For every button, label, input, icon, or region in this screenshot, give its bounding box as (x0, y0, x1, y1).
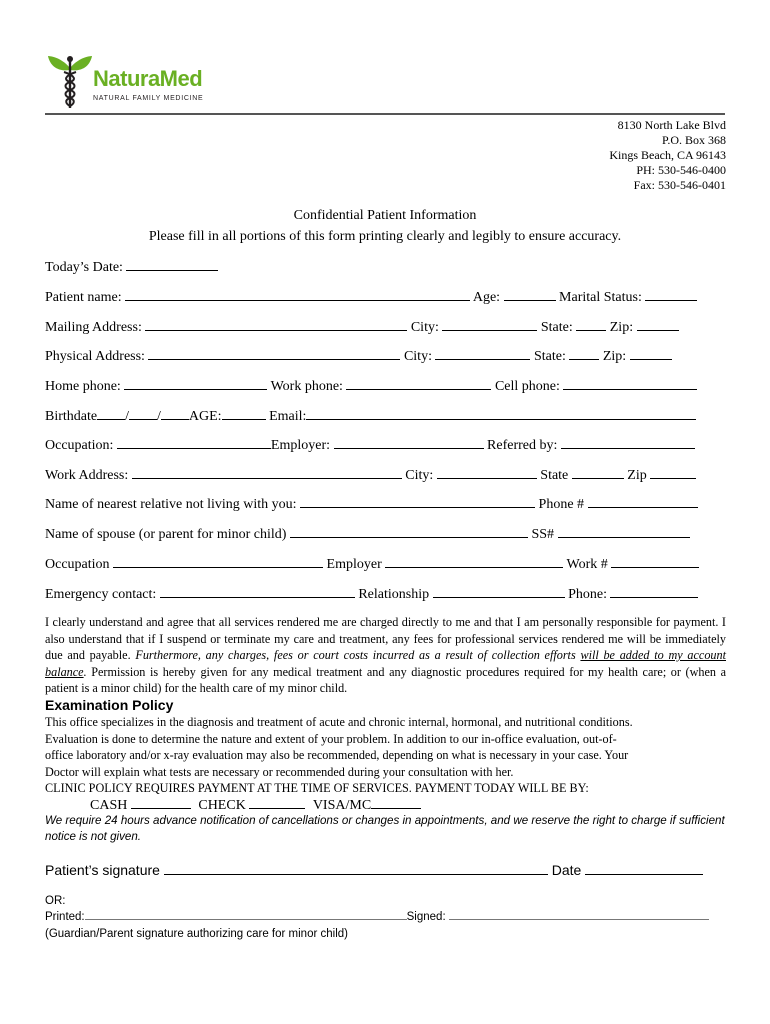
email-field[interactable] (306, 407, 696, 420)
row-physical-address (45, 347, 725, 365)
label-age-caps: AGE: (188, 409, 222, 424)
work-zip-field[interactable] (650, 466, 696, 479)
logo-name: NaturaMed (93, 66, 203, 91)
label-zip-nocolon: Zip (627, 468, 647, 483)
referred-by-field[interactable] (561, 436, 695, 449)
caduceus-leaf-icon (46, 50, 94, 110)
mailing-address-field[interactable] (145, 318, 407, 331)
label-signed: Signed: (406, 911, 446, 923)
label-ss: SS# (531, 527, 555, 542)
row-todays-date (45, 258, 725, 276)
row-occupation2 (45, 555, 725, 573)
header-divider (45, 113, 725, 115)
label-work-address: Work Address: (45, 468, 129, 483)
label-city: City: (403, 349, 432, 364)
patient-name-field[interactable] (125, 288, 470, 301)
label-relationship: Relationship (358, 587, 430, 602)
label-phone-hash: Phone # (538, 497, 585, 512)
row-mailing-address (45, 318, 725, 336)
date-slash: / (125, 409, 129, 424)
payment-check-field[interactable] (249, 796, 305, 809)
label-patient-signature: Patient’s signature (45, 862, 160, 878)
label-city: City: (405, 468, 434, 483)
row-emergency-contact (45, 585, 725, 603)
row-work-address (45, 466, 725, 484)
label-signature-date: Date (551, 862, 582, 878)
label-work-hash: Work # (566, 557, 608, 572)
todays-date-field[interactable] (126, 258, 218, 271)
label-state: State: (540, 320, 573, 335)
label-age: Age: (472, 290, 501, 305)
logo-wordmark (93, 67, 202, 91)
form-title: Confidential Patient Information (293, 208, 477, 223)
signature-date-field[interactable] (585, 862, 703, 875)
exam-line: Doctor will explain what tests are necessary or recommended during your consultation with her. (45, 764, 514, 779)
address-pobox: P.O. Box 368 (661, 133, 726, 147)
work-state-field[interactable] (572, 466, 624, 479)
signed-field[interactable] (449, 909, 709, 920)
work-address-field[interactable] (132, 466, 402, 479)
row-nearest-relative (45, 495, 725, 513)
label-email: Email: (269, 409, 307, 424)
work-city-field[interactable] (437, 466, 537, 479)
label-phone: Phone: (568, 587, 607, 602)
marital-status-field[interactable] (645, 288, 697, 301)
logo-tagline: NATURAL FAMILY MEDICINE (93, 95, 204, 102)
employer2-field[interactable] (385, 555, 563, 568)
address-fax: Fax: 530-546-0401 (633, 178, 726, 192)
or-label: OR: (45, 895, 66, 907)
label-emergency-contact: Emergency contact: (45, 587, 157, 602)
printed-signed-row (45, 909, 709, 925)
naturamed-logo (46, 50, 204, 112)
address-street: 8130 North Lake Blvd (617, 118, 726, 132)
signature-row (45, 861, 703, 879)
label-birthdate: Birthdate (45, 409, 98, 424)
label-employer2: Employer (326, 557, 382, 572)
cancellation-notice: We require 24 hours advance notification of cancellations or changes in appointments, and we reserve the right to charge if sufficient notice is not given. (45, 814, 725, 843)
physical-city-field[interactable] (435, 347, 530, 360)
work-number-field[interactable] (611, 555, 699, 568)
payment-options (90, 796, 421, 814)
agreement-paragraph (45, 614, 726, 697)
label-printed: Printed: (45, 911, 85, 923)
age-field[interactable] (504, 288, 556, 301)
exam-heading: Examination Policy (45, 697, 174, 713)
label-referred-by: Referred by: (487, 438, 558, 453)
clinic-policy: CLINIC POLICY REQUIRES PAYMENT AT THE TIME OF SERVICES. PAYMENT TODAY WILL BE BY: (45, 781, 589, 796)
age-caps-field[interactable] (222, 407, 266, 420)
agreement-italic-2: . (83, 664, 87, 679)
label-cell-phone: Cell phone: (494, 379, 560, 394)
payment-visa-label: VISA/MC (312, 798, 372, 813)
occupation-field[interactable] (117, 436, 271, 449)
mailing-city-field[interactable] (442, 318, 537, 331)
label-marital-status: Marital Status: (559, 290, 642, 305)
occupation2-field[interactable] (113, 555, 323, 568)
physical-state-field[interactable] (569, 347, 599, 360)
relationship-field[interactable] (433, 585, 565, 598)
ss-field[interactable] (558, 525, 690, 538)
label-state-nocolon: State (540, 468, 569, 483)
label-home-phone: Home phone: (45, 379, 121, 394)
label-physical-address: Physical Address: (45, 349, 145, 364)
form-subtitle: Please fill in all portions of this form printing clearly and legibly to ensure accuracy. (148, 229, 622, 244)
home-phone-field[interactable] (124, 377, 267, 390)
label-city: City: (410, 320, 439, 335)
cell-phone-field[interactable] (563, 377, 697, 390)
work-phone-field[interactable] (346, 377, 491, 390)
employer-field[interactable] (334, 436, 484, 449)
birth-day-field[interactable] (129, 407, 157, 420)
row-spouse (45, 525, 725, 543)
label-patient-name: Patient name: (45, 290, 122, 305)
label-mailing-address: Mailing Address: (45, 320, 142, 335)
payment-check-label: CHECK (198, 798, 246, 813)
address-city: Kings Beach, CA 96143 (609, 148, 726, 162)
birth-month-field[interactable] (97, 407, 125, 420)
guardian-note: (Guardian/Parent signature authorizing care for minor child) (45, 928, 348, 940)
row-occupation-employer (45, 436, 725, 454)
clinic-address (609, 118, 726, 193)
agreement-italic-1: Furthermore, any charges, fees or court costs incurred as a result of collection efforts (135, 648, 581, 663)
mailing-zip-field[interactable] (637, 318, 679, 331)
relative-phone-field[interactable] (588, 495, 698, 508)
label-spouse: Name of spouse (or parent for minor child) (45, 527, 287, 542)
payment-visa-field[interactable] (371, 796, 421, 809)
agreement-text-2: Permission is hereby given for any medical treatment and any diagnostic procedures required for my health care; or (when a patient is a minor child) for the health care of my minor child. (45, 664, 726, 696)
birth-year-field[interactable] (161, 407, 189, 420)
spouse-field[interactable] (290, 525, 528, 538)
date-slash: / (157, 409, 161, 424)
label-zip: Zip: (609, 320, 634, 335)
payment-cash-field[interactable] (131, 796, 191, 809)
row-phones (45, 377, 725, 395)
label-employer: Employer: (270, 438, 331, 453)
exam-line: Evaluation is done to determine the nature and extent of your problem. In addition to our in-office evaluation, out-of- (45, 731, 617, 746)
emergency-phone-field[interactable] (610, 585, 698, 598)
mailing-state-field[interactable] (576, 318, 606, 331)
label-work-phone: Work phone: (270, 379, 343, 394)
label-todays-date: Today’s Date: (45, 260, 123, 275)
row-birthdate (45, 407, 725, 425)
exam-line: office laboratory and/or x-ray evaluation may also be recommended, depending on what is necessary in your case. Your (45, 748, 629, 763)
label-nearest-relative: Name of nearest relative not living with you: (45, 497, 297, 512)
label-occupation2: Occupation (45, 557, 110, 572)
physical-address-field[interactable] (148, 347, 400, 360)
address-phone: PH: 530-546-0400 (636, 163, 726, 177)
agreement-italic-underline: will be added to my account balance (45, 648, 726, 679)
exam-line: This office specializes in the diagnosis and treatment of acute and chronic internal, hormonal, and nutritional conditions. (45, 715, 633, 729)
payment-cash-label: CASH (90, 798, 128, 813)
label-state: State: (533, 349, 566, 364)
nearest-relative-field[interactable] (300, 495, 535, 508)
patient-signature-field[interactable] (164, 862, 548, 875)
row-patient-name (45, 288, 725, 306)
physical-zip-field[interactable] (630, 347, 672, 360)
label-occupation: Occupation: (45, 438, 114, 453)
exam-text (45, 714, 726, 797)
agreement-text-1: I clearly understand and agree that all services rendered me are charged directly to me and that I am personally responsible for payment. I also understand that if I suspend or terminate my care and treatment, any fees for professional services rendered me will be immediately due and payable. (45, 615, 726, 663)
printed-name-field[interactable] (85, 909, 407, 920)
emergency-contact-field[interactable] (160, 585, 355, 598)
label-zip: Zip: (602, 349, 627, 364)
